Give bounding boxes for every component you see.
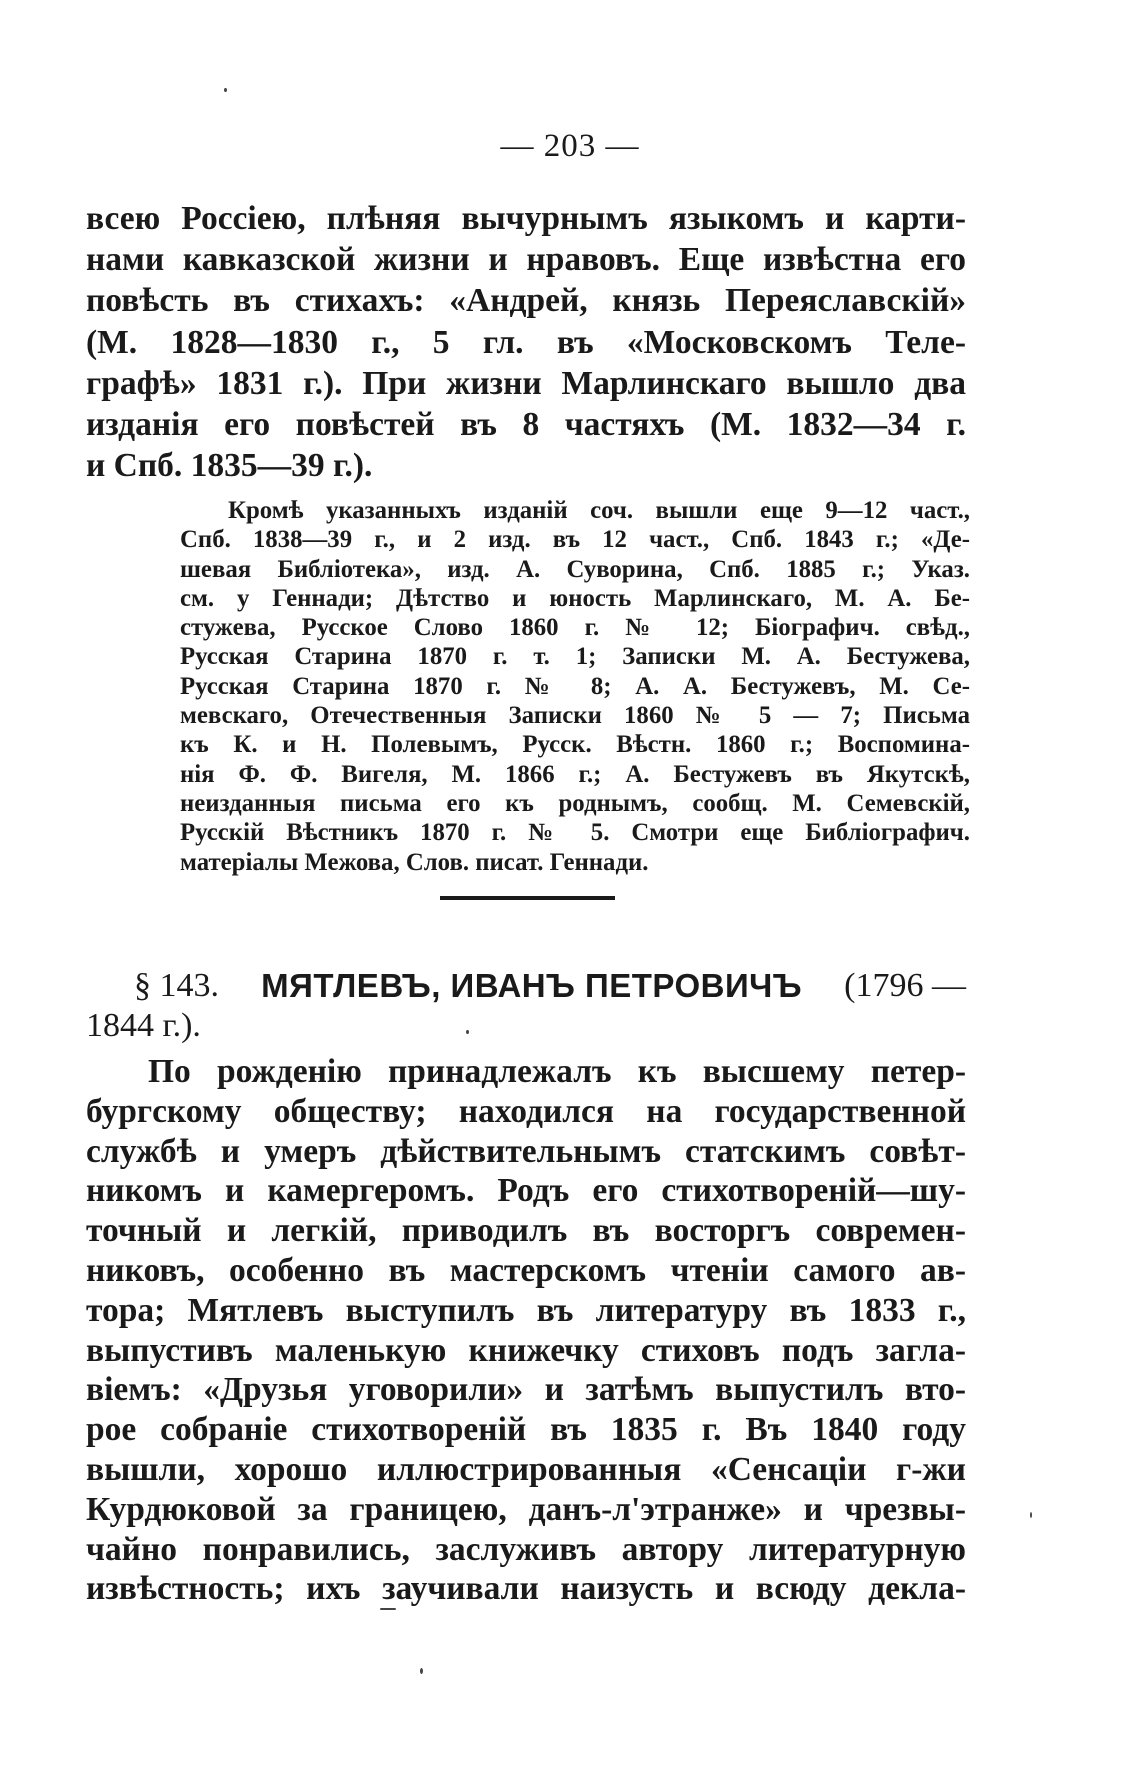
note-line: матеріалы Межова, Слов. писат. Геннади.: [180, 848, 649, 876]
text-line: (М. 1828—1830 г., 5 гл. въ «Московскомъ Теле-: [86, 323, 966, 361]
text-line: нами кавказской жизни и нравовъ. Еще извѣстна его: [86, 241, 966, 279]
paper-speck: [380, 1608, 396, 1610]
text-line: изданія его повѣстей въ 8 частяхъ (М. 1832—34 г.: [86, 406, 966, 444]
text-line: и Спб. 1835—39 г.).: [86, 447, 373, 485]
text-line: бургскому обществу; находился на государственной: [86, 1092, 966, 1130]
note-line: неизданныя письма его къ роднымъ, сообщ. М. Семевскій,: [180, 789, 970, 817]
note-line: къ К. и Н. Полевымъ, Русск. Вѣстн. 1860 г.; Воспомина-: [180, 731, 970, 759]
note-line: Русская Старина 1870 г. № 8; А. А. Бестужевъ, М. Се-: [180, 672, 970, 700]
text-line: никовъ, особенно въ мастерскомъ чтеніи самого ав-: [86, 1251, 966, 1289]
text-line: віемъ: «Друзья уговорили» и затѣмъ выпустилъ вто-: [86, 1371, 966, 1409]
author-dates-start: (1796 —: [844, 967, 966, 1004]
section-heading: [86, 966, 966, 1046]
text-line: повѣсть въ стихахъ: «Андрей, князь Переяславскій»: [86, 282, 966, 320]
note-line: нія Ф. Ф. Вигеля, М. 1866 г.; А. Бестужевъ въ Якутскѣ,: [180, 760, 970, 788]
note-line: Русская Старина 1870 г. т. 1; Записки М. А. Бестужева,: [180, 643, 970, 671]
text-line: точный и легкій, приводилъ въ восторгъ современ-: [86, 1212, 966, 1250]
text-line: тора; Мятлевъ выступилъ въ литературу въ 1833 г.,: [86, 1291, 966, 1329]
paper-speck: [1030, 1512, 1032, 1518]
lead-paragraph: [86, 198, 966, 486]
section-divider: [440, 896, 615, 900]
note-line: Русскій Вѣстникъ 1870 г. № 5. Смотри еще Библіографич.: [180, 819, 970, 847]
paper-speck: [466, 1030, 469, 1034]
text-line: рое собраніе стихотвореній въ 1835 г. Въ 1840 году: [86, 1411, 966, 1449]
text-line: извѣстность; ихъ заучивали наизусть и всюду декла-: [86, 1570, 966, 1608]
note-line: см. у Геннади; Дѣтство и юность Марлинскаго, М. А. Бе-: [180, 584, 970, 612]
heading-line: [86, 966, 966, 1006]
paper-speck: [420, 1668, 423, 1674]
text-line: По рожденію принадлежалъ къ высшему петер-: [148, 1053, 966, 1090]
text-line: чайно понравились, заслуживъ автору литературную: [86, 1530, 966, 1568]
paper-speck: [224, 88, 227, 92]
text-line: графѣ» 1831 г.). При жизни Марлинскаго вышло два: [86, 364, 966, 402]
bibliographic-note: [180, 496, 970, 877]
text-line: службѣ и умеръ дѣйствительнымъ статскимъ совѣт-: [86, 1132, 966, 1170]
note-line: стужева, Русское Слово 1860 г. № 12; Біографич. свѣд.,: [180, 614, 970, 642]
text-line: никомъ и камергеромъ. Родъ его стихотвореній—шу-: [86, 1172, 966, 1210]
note-line: Кромѣ указанныхъ изданій соч. вышли еще 9—12 част.,: [228, 497, 970, 524]
page-number: — 203 —: [500, 128, 640, 164]
text-line: Курдюковой за границею, данъ-л'этранже» и чрезвы-: [86, 1490, 966, 1528]
note-line: Спб. 1838—39 г., и 2 изд. въ 12 част., Спб. 1843 г.; «Де-: [180, 526, 970, 554]
note-line: мевскаго, Отечественныя Записки 1860 № 5 — 7; Письма: [180, 702, 970, 730]
author-dates-end: 1844 г.).: [86, 1007, 201, 1044]
text-line: выпустивъ маленькую книжечку стиховъ подъ загла-: [86, 1331, 966, 1369]
text-line: всею Россіею, плѣняя вычурнымъ языкомъ и карти-: [86, 200, 966, 237]
author-name: МЯТЛЕВЪ, ИВАНЪ ПЕТРОВИЧЪ: [261, 967, 803, 1004]
note-line: шевая Библіотека», изд. А. Суворина, Спб. 1885 г.; Указ.: [180, 555, 970, 583]
section-number: § 143.: [134, 967, 219, 1004]
body-paragraph: [86, 1052, 966, 1609]
text-line: вышли, хорошо иллюстрированныя «Сенсаціи г-жи: [86, 1450, 966, 1488]
